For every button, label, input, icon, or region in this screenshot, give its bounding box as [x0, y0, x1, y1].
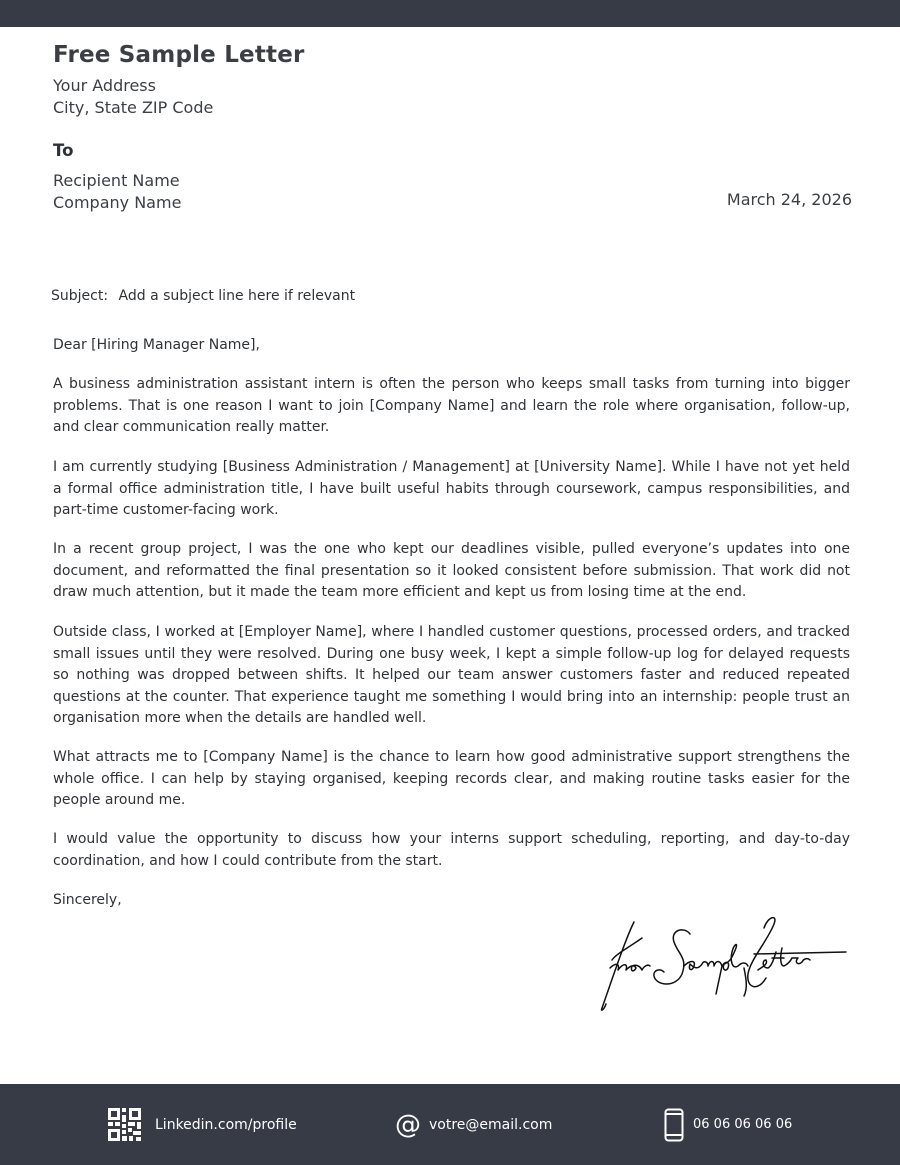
- phone-text: 06 06 06 06 06: [693, 1117, 793, 1132]
- phone-icon: [664, 1108, 684, 1142]
- greeting: Dear [Hiring Manager Name],: [53, 337, 260, 353]
- body-paragraph-6: I would value the opportunity to discuss how your interns support scheduling, reporting, and day-to-day coordination, and how I could contribute from the start.: [53, 831, 850, 869]
- handwritten-signature: [598, 908, 853, 1016]
- email-text: votre@email.com: [429, 1116, 553, 1133]
- recipient-name: Recipient Name: [53, 171, 180, 190]
- recipient-company: Company Name: [53, 193, 182, 212]
- subject-label: Subject:: [51, 288, 109, 304]
- body-paragraph-1: A business administration assistant intern is often the person who keeps small tasks from turning into bigger problems. That is one reason I want to join [Company Name] and learn the role where organisation, follow-up, and clear communication really matter.: [53, 376, 850, 435]
- body-paragraph-2: I am currently studying [Business Administration / Management] at [University Name]. While I have not yet held a formal office administration title, I have built useful habits through coursework, campus responsibilities, and part-time customer-facing work.: [53, 459, 850, 518]
- footer-linkedin[interactable]: [108, 1084, 297, 1165]
- footer-phone[interactable]: [664, 1084, 792, 1165]
- top-accent-bar: [0, 0, 900, 27]
- body-paragraph-3: In a recent group project, I was the one who kept our deadlines visible, pulled everyone’s updates into one document, and reformatted the final presentation so it looked consistent before submission. That work did not draw much attention, but it made the team more efficient and kept us from losing time at the end.: [53, 541, 850, 600]
- sender-address-line1: Your Address: [53, 76, 156, 95]
- letter-title: Free Sample Letter: [53, 42, 305, 68]
- footer-bar: [0, 1084, 900, 1165]
- qr-code-icon: [108, 1108, 141, 1141]
- subject-text: Add a subject line here if relevant: [118, 288, 356, 304]
- closing: Sincerely,: [53, 892, 122, 908]
- to-label: To: [53, 141, 74, 160]
- sender-address-line2: City, State ZIP Code: [53, 98, 214, 117]
- body-paragraph-5: What attracts me to [Company Name] is the chance to learn how good administrative support strengthens the whole office. I can help by staying organised, keeping records clear, and making routine tasks easier for the people around me.: [53, 749, 850, 808]
- at-sign-icon: @: [395, 1109, 421, 1140]
- footer-email[interactable]: [395, 1084, 552, 1165]
- linkedin-text: Linkedin.com/profile: [155, 1116, 297, 1133]
- subject-line: [51, 288, 355, 304]
- letter-date: March 24, 2026: [726, 190, 852, 209]
- body-paragraph-4: Outside class, I worked at [Employer Name], where I handled customer questions, processed orders, and tracked small issues until they were resolved. During one busy week, I kept a simple follow-up log for delayed requests so nothing was dropped between shifts. It helped our team answer customers faster and reduced repeated questions at the counter. That experience taught me something I would bring into an internship: people trust an organisation more when the details are handled well.: [53, 624, 850, 726]
